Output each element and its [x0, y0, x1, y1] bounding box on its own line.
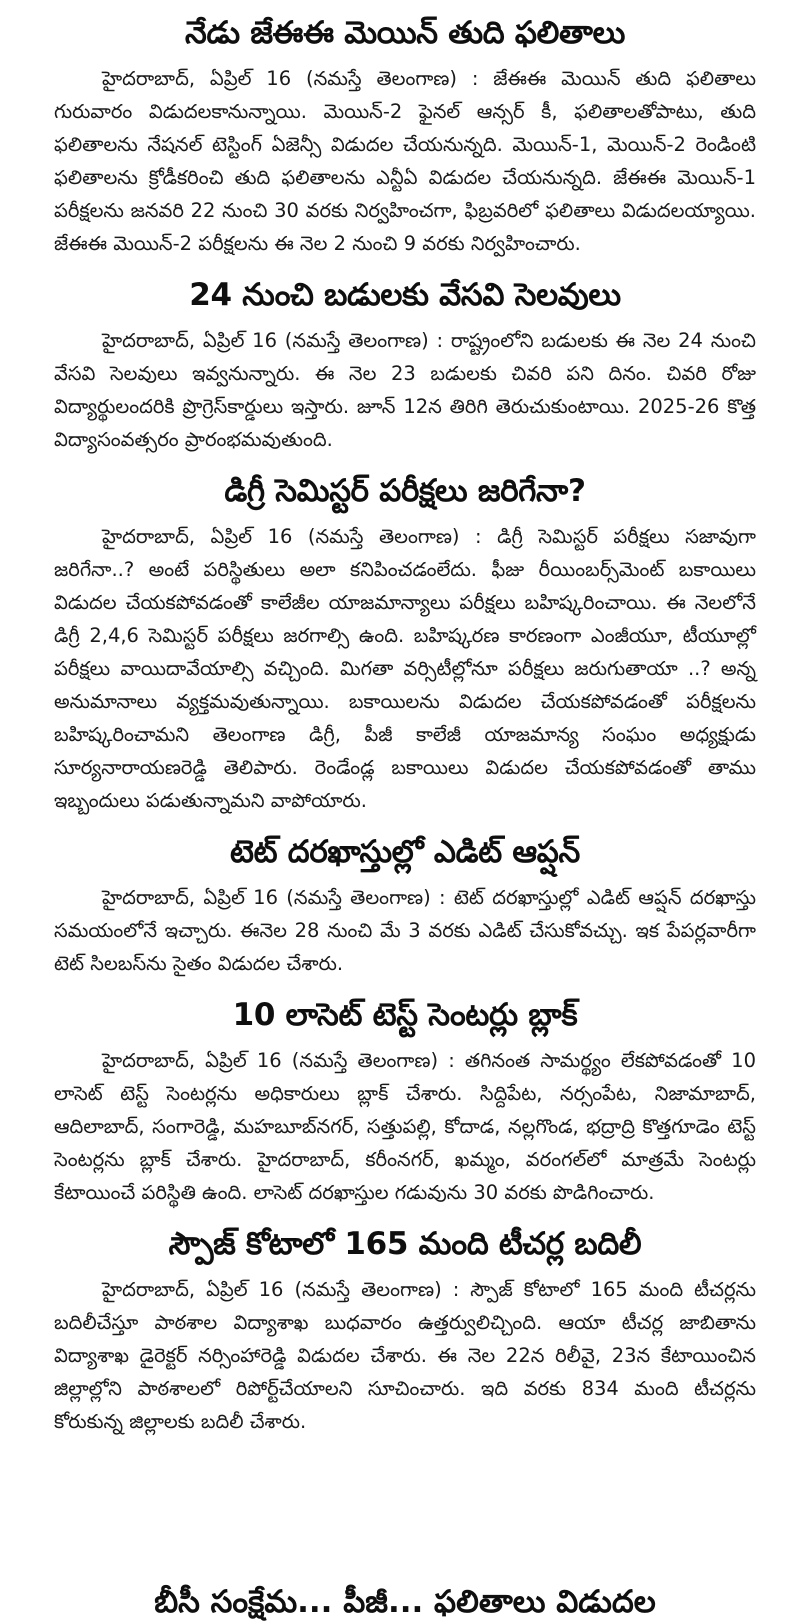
article-lawcet-centers-blocked: [54, 992, 756, 1209]
article-body: హైదరాబాద్‌, ఏప్రిల్‌ 16 (నమస్తే తెలంగాణ) : టెట్‌ దరఖాస్తుల్లో ఎడిట్‌ ఆప్షన్‌ దరఖాస్తు సమయంలోనే ఇచ్చారు. ఈనెల 28 నుంచి మే 3 వరకు ఎడిట్‌ చేసుకోవచ్చు. ఇక పేపర్లవారీగా టెట్‌ సిలబస్‌ను సైతం విడుదల చేశారు.: [54, 886, 756, 975]
article-body: హైదరాబాద్‌, ఏప్రిల్‌ 16 (నమస్తే తెలంగాణ) : డిగ్రీ సెమిస్టర్‌ పరీక్షలు సజావుగా జరిగేనా..? అంటే పరిస్థితులు అలా కనిపించడంలేదు. ఫీజు రీయింబర్స్‌మెంట్‌ బకాయిలు విడుదల చేయకపోవడంతో కాలేజీల యాజమాన్యాలు పరీక్షలు బహిష్కరించాయి. ఈ నెలలోనే డిగ్రీ 2,4,6 సెమిస్టర్‌ పరీక్షలు జరగాల్సి ఉంది. బహిష్కరణ కారణంగా ఎంజీయూ, టీయూల్లో పరీక్షలు వాయిదావేయాల్సి వచ్చింది. మిగతా వర్సిటీల్లోనూ పరీక్షలు జరుగుతాయా ..? అన్న అనుమానాలు వ్యక్తమవుతున్నాయి. బకాయిలను విడుదల చేయకపోవడంతో పరీక్షలను బహిష్కరించామని తెలంగాణ డిగ్రీ, పీజీ కాలేజీ యాజమాన్య సంఘం అధ్యక్షుడు సూర్యనారాయణరెడ్డి తెలిపారు. రెండేండ్ల బకాయిలు విడుదల చేయకపోవడంతో తాము ఇబ్బందులు పడుతున్నామని వాపోయారు.: [54, 525, 756, 812]
headline: టెట్‌ దరఖాస్తుల్లో ఎడిట్‌ ఆప్షన్‌: [230, 834, 580, 870]
article-body: హైదరాబాద్‌, ఏప్రిల్‌ 16 (నమస్తే తెలంగాణ) : రాష్ట్రంలోని బడులకు ఈ నెల 24 నుంచి వేసవి సెలవులు ఇవ్వనున్నారు. ఈ నెల 23 బడులకు చివరి పని దినం. చివరి రోజు విద్యార్థులందరికి ప్రొగ్రెస్‌కార్డులు ఇస్తారు. జూన్‌ 12న తిరిగి తెరుచుకుంటాయి. 2025-26 కొత్త విద్యాసంవత్సరం ప్రారంభమవుతుంది.: [54, 329, 756, 451]
headline: 24 నుంచి బడులకు వేసవి సెలవులు: [189, 277, 621, 313]
headline: నేడు జేఈఈ మెయిన్‌ తుది ఫలితాలు: [185, 15, 625, 51]
article-spouse-quota-transfers: [54, 1221, 756, 1438]
article-body: హైదరాబాద్‌, ఏప్రిల్‌ 16 (నమస్తే తెలంగాణ) : స్పౌజ్‌ కోటాలో 165 మంది టీచర్లను బదిలీచేస్తూ పాఠశాల విద్యాశాఖ బుధవారం ఉత్తర్వులిచ్చింది. ఆయా టీచర్ల జాబితాను విద్యాశాఖ డైరెక్టర్‌ నర్సింహారెడ్డి విడుదల చేశారు. ఈ నెల 22న రిలీవై, 23న కేటాయించిన జిల్లాల్లోని పాఠశాలలో రిపోర్ట్‌చేయాలని సూచించారు. ఇది వరకు 834 మంది టీచర్లను కోరుకున్న జిల్లాలకు బదిలీ చేశారు.: [54, 1278, 756, 1433]
article-summer-holidays: [54, 272, 756, 456]
article-body: హైదరాబాద్‌, ఏప్రిల్‌ 16 (నమస్తే తెలంగాణ) : తగినంత సామర్థ్యం లేకపోవడంతో 10 లాసెట్‌ టెస్ట్‌ సెంటర్లను అధికారులు బ్లాక్‌ చేశారు. సిద్దిపేట, నర్సంపేట, నిజామాబాద్‌, ఆదిలాబాద్‌, సంగారెడ్డి, మహబూబ్‌నగర్‌, సత్తుపల్లి, కోదాడ, నల్లగొండ, భద్రాద్రి కొత్తగూడెం టెస్ట్‌ సెంటర్లను బ్లాక్‌ చేశారు. హైదరాబాద్‌, కరీంనగర్‌, ఖమ్మం, వరంగల్‌లో మాత్రమే సెంటర్లు కేటాయించే పరిస్థితి ఉంది. లాసెట్‌ దరఖాస్తుల గడువును 30 వరకు పొడిగించారు.: [54, 1049, 756, 1204]
article-tet-edit-option: [54, 829, 756, 980]
headline: డిగ్రీ సెమిస్టర్‌ పరీక్షలు జరిగేనా?: [224, 473, 586, 509]
article-body: హైదరాబాద్‌, ఏప్రిల్‌ 16 (నమస్తే తెలంగాణ) : జేఈఈ మెయిన్‌ తుది ఫలితాలు గురువారం విడుదలకానున్నాయి. మెయిన్‌-2 ఫైనల్‌ ఆన్సర్‌ కీ, ఫలితాలతోపాటు, తుది ఫలితాలను నేషనల్‌ టెస్టింగ్‌ ఏజెన్సీ విడుదల చేయనున్నది. మెయిన్‌-1, మెయిన్‌-2 రెండింటి ఫలితాలను క్రోడీకరించి తుది ఫలితాలను ఎన్టీఏ విడుదల చేయనున్నది. జేఈఈ మెయిన్‌-1 పరీక్షలను జనవరి 22 నుంచి 30 వరకు నిర్వహించగా, ఫిబ్రవరిలో ఫలితాలు విడుదలయ్యాయి. జేఈఈ మెయిన్‌-2 పరీక్షలను ఈ నెల 2 నుంచి 9 వరకు నిర్వహించారు.: [54, 67, 756, 255]
article-jee-main-results: [54, 10, 756, 260]
headline: స్పౌజ్‌ కోటాలో 165 మంది టీచర్ల బదిలీ: [168, 1226, 642, 1262]
headline: 10 లాసెట్‌ టెస్ట్‌ సెంటర్లు బ్లాక్‌: [232, 997, 578, 1033]
cutoff-headline: బీసీ సంక్షేమ... పీజీ... ఫలితాలు విడుదల: [154, 1584, 656, 1620]
article-degree-semester-exams: [54, 468, 756, 817]
